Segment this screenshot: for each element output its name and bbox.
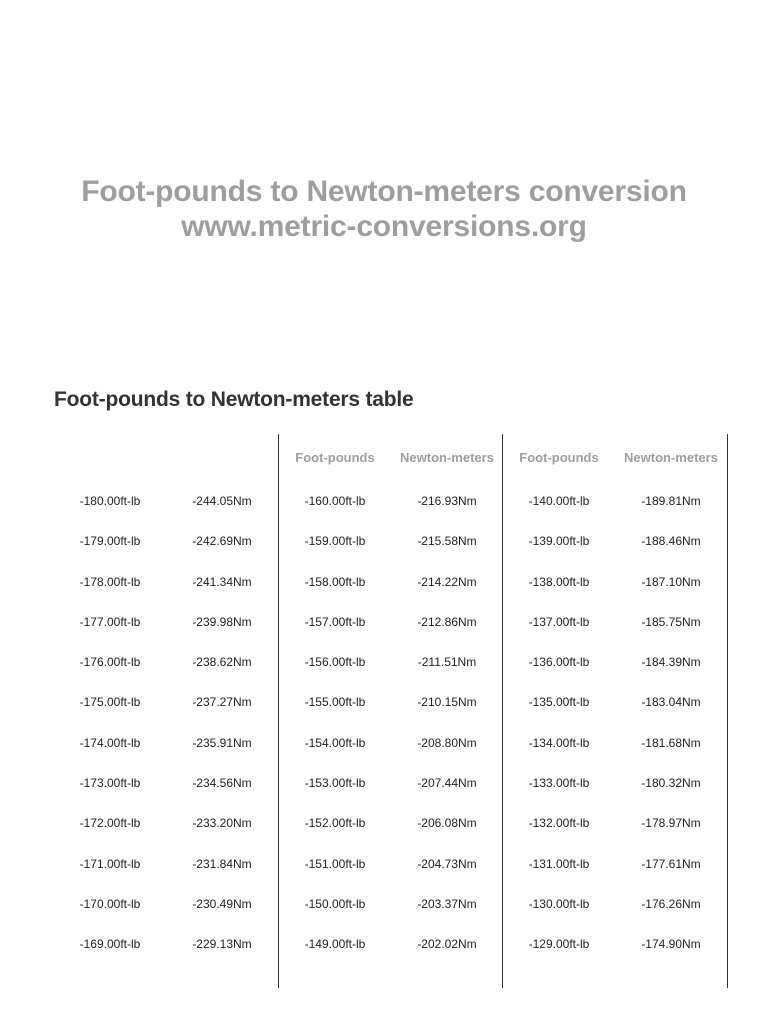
cell-newton-meters: -216.93Nm — [417, 494, 477, 508]
cell-foot-pounds: -160.00ft-lb — [304, 494, 366, 508]
table-row — [503, 845, 727, 885]
table-row — [54, 563, 278, 603]
table-row — [54, 845, 278, 885]
cell-newton-meters: -207.44Nm — [417, 776, 477, 791]
table-row — [279, 482, 503, 522]
cell-newton-meters: -229.13Nm — [192, 937, 252, 952]
cell-newton-meters: -177.61Nm — [641, 856, 701, 871]
cell-newton-meters: -187.10Nm — [641, 574, 701, 589]
cell-foot-pounds: -133.00ft-lb — [528, 776, 590, 791]
cell-foot-pounds: -173.00ft-lb — [79, 776, 141, 791]
table-row — [54, 482, 278, 522]
table-row — [503, 764, 727, 804]
cell-newton-meters: -210.15Nm — [417, 695, 477, 710]
table-row — [503, 563, 727, 603]
table-row — [279, 563, 503, 603]
header-foot-pounds: Foot-pounds — [519, 450, 599, 465]
cell-foot-pounds: -134.00ft-lb — [528, 735, 590, 750]
table-column-group — [278, 434, 503, 988]
table-row — [503, 683, 727, 723]
cell-newton-meters: -189.81Nm — [641, 494, 701, 508]
site-banner — [0, 174, 768, 244]
cell-newton-meters: -202.02Nm — [417, 937, 477, 952]
table-row — [279, 683, 503, 723]
cell-newton-meters: -235.91Nm — [192, 735, 252, 750]
table-row — [279, 522, 503, 562]
cell-foot-pounds: -174.00ft-lb — [79, 735, 141, 750]
table-row — [54, 764, 278, 804]
conversion-table — [54, 434, 727, 988]
banner-title: Foot-pounds to Newton-meters conversion — [81, 175, 687, 208]
table-row — [279, 885, 503, 925]
table-column-group — [502, 434, 728, 988]
cell-foot-pounds: -175.00ft-lb — [79, 695, 141, 710]
cell-newton-meters: -188.46Nm — [641, 534, 701, 549]
table-row — [503, 724, 727, 764]
cell-foot-pounds: -178.00ft-lb — [79, 574, 141, 589]
cell-newton-meters: -233.20Nm — [192, 816, 252, 831]
cell-newton-meters: -214.22Nm — [417, 574, 477, 589]
cell-newton-meters: -237.27Nm — [192, 695, 252, 710]
table-row — [54, 804, 278, 844]
cell-newton-meters: -203.37Nm — [417, 896, 477, 911]
cell-newton-meters: -234.56Nm — [192, 776, 252, 791]
cell-newton-meters: -174.90Nm — [641, 937, 701, 952]
cell-newton-meters: -178.97Nm — [641, 816, 701, 831]
table-column-group — [54, 434, 278, 988]
cell-foot-pounds: -129.00ft-lb — [528, 937, 590, 952]
cell-foot-pounds: -139.00ft-lb — [528, 534, 590, 549]
table-row — [54, 885, 278, 925]
table-row — [54, 724, 278, 764]
table-row — [279, 925, 503, 965]
cell-foot-pounds: -171.00ft-lb — [79, 856, 141, 871]
cell-foot-pounds: -158.00ft-lb — [304, 574, 366, 589]
table-row — [503, 885, 727, 925]
cell-newton-meters: -244.05Nm — [192, 494, 252, 508]
cell-foot-pounds: -132.00ft-lb — [528, 816, 590, 831]
cell-newton-meters: -206.08Nm — [417, 816, 477, 831]
cell-foot-pounds: -151.00ft-lb — [304, 856, 366, 871]
cell-newton-meters: -208.80Nm — [417, 735, 477, 750]
cell-foot-pounds: -152.00ft-lb — [304, 816, 366, 831]
table-title: Foot-pounds to Newton-meters table — [54, 388, 414, 411]
cell-newton-meters: -185.75Nm — [641, 614, 701, 629]
table-row — [54, 522, 278, 562]
cell-foot-pounds: -155.00ft-lb — [304, 695, 366, 710]
table-row — [503, 804, 727, 844]
cell-newton-meters: -176.26Nm — [641, 896, 701, 911]
table-rows — [54, 482, 278, 966]
cell-newton-meters: -238.62Nm — [192, 655, 252, 670]
cell-newton-meters: -184.39Nm — [641, 655, 701, 670]
cell-foot-pounds: -154.00ft-lb — [304, 735, 366, 750]
table-row — [279, 764, 503, 804]
cell-foot-pounds: -131.00ft-lb — [528, 856, 590, 871]
cell-newton-meters: -241.34Nm — [192, 574, 252, 589]
cell-newton-meters: -180.32Nm — [641, 776, 701, 791]
cell-foot-pounds: -150.00ft-lb — [304, 896, 366, 911]
cell-foot-pounds: -149.00ft-lb — [304, 937, 366, 952]
cell-foot-pounds: -172.00ft-lb — [79, 816, 141, 831]
table-rows — [279, 482, 503, 966]
cell-foot-pounds: -156.00ft-lb — [304, 655, 366, 670]
cell-foot-pounds: -136.00ft-lb — [528, 655, 590, 670]
cell-foot-pounds: -169.00ft-lb — [79, 937, 141, 952]
table-row — [279, 643, 503, 683]
banner-url: www.metric-conversions.org — [181, 210, 587, 243]
cell-newton-meters: -239.98Nm — [192, 614, 252, 629]
table-row — [279, 804, 503, 844]
cell-foot-pounds: -130.00ft-lb — [528, 896, 590, 911]
cell-foot-pounds: -159.00ft-lb — [304, 534, 366, 549]
cell-foot-pounds: -180.00ft-lb — [79, 494, 141, 508]
cell-newton-meters: -181.68Nm — [641, 735, 701, 750]
cell-foot-pounds: -170.00ft-lb — [79, 896, 141, 911]
cell-newton-meters: -204.73Nm — [417, 856, 477, 871]
table-row — [54, 603, 278, 643]
table-row — [279, 724, 503, 764]
table-row — [279, 845, 503, 885]
cell-foot-pounds: -135.00ft-lb — [528, 695, 590, 710]
table-row — [503, 925, 727, 965]
cell-newton-meters: -215.58Nm — [417, 534, 477, 549]
cell-foot-pounds: -176.00ft-lb — [79, 655, 141, 670]
table-row — [54, 683, 278, 723]
table-row — [54, 643, 278, 683]
header-newton-meters: Newton-meters — [624, 450, 718, 465]
cell-foot-pounds: -179.00ft-lb — [79, 534, 141, 549]
cell-newton-meters: -212.86Nm — [417, 614, 477, 629]
cell-newton-meters: -183.04Nm — [641, 695, 701, 710]
table-rows — [503, 482, 727, 966]
cell-newton-meters: -242.69Nm — [192, 534, 252, 549]
cell-newton-meters: -231.84Nm — [192, 856, 252, 871]
cell-foot-pounds: -153.00ft-lb — [304, 776, 366, 791]
cell-foot-pounds: -140.00ft-lb — [528, 494, 590, 508]
cell-foot-pounds: -137.00ft-lb — [528, 614, 590, 629]
table-row — [503, 603, 727, 643]
table-row — [54, 925, 278, 965]
cell-newton-meters: -211.51Nm — [417, 655, 477, 670]
header-newton-meters: Newton-meters — [400, 450, 494, 465]
cell-foot-pounds: -138.00ft-lb — [528, 574, 590, 589]
table-row — [279, 603, 503, 643]
table-row — [503, 522, 727, 562]
cell-foot-pounds: -177.00ft-lb — [79, 614, 141, 629]
cell-newton-meters: -230.49Nm — [192, 896, 252, 911]
table-row — [503, 643, 727, 683]
cell-foot-pounds: -157.00ft-lb — [304, 614, 366, 629]
header-foot-pounds: Foot-pounds — [295, 450, 375, 465]
table-row — [503, 482, 727, 522]
